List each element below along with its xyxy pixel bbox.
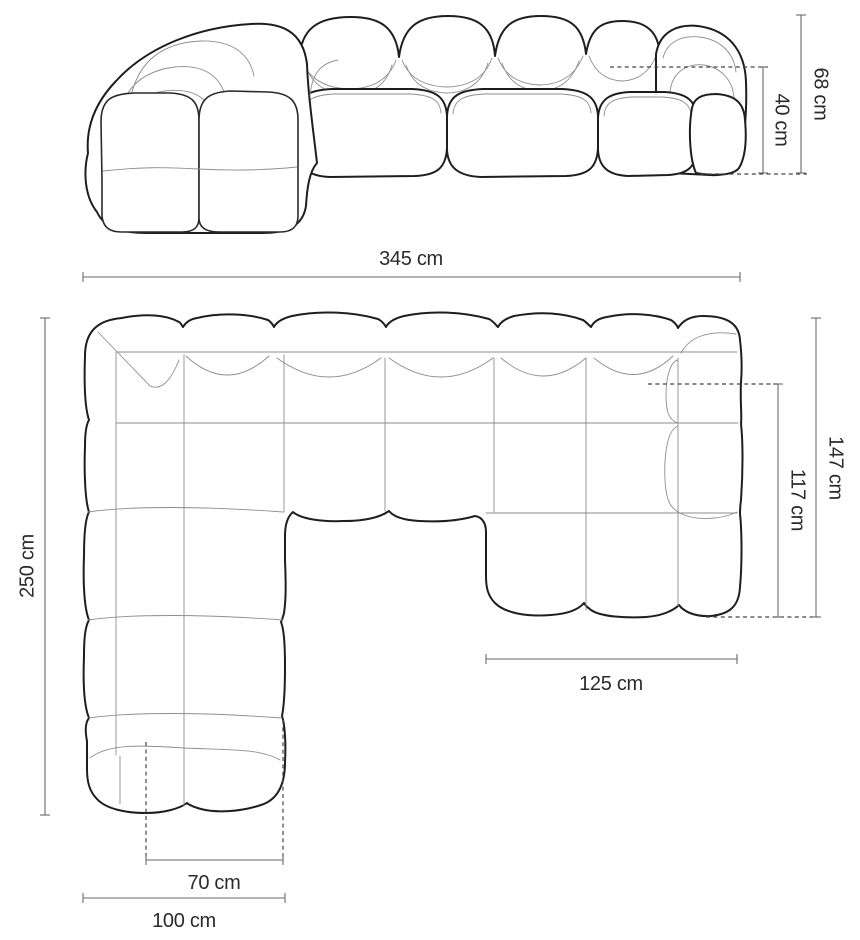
dimension-label: 68 cm: [809, 67, 832, 121]
plan-outline: [84, 312, 743, 813]
right-armrest-front-bubble: [690, 94, 746, 175]
seat-cushion-outline: [297, 89, 447, 177]
dimension-label: 147 cm: [824, 436, 847, 500]
plan-sofa-drawing: [84, 312, 743, 813]
dimension-total-height: [796, 15, 832, 173]
plan-view: [16, 312, 846, 932]
elevation-sofa-drawing: [85, 16, 746, 233]
dimension-label: 125 cm: [579, 673, 643, 695]
seat-cushion-outline: [447, 89, 598, 177]
dimension-chaise-depth-inner: [773, 384, 809, 617]
dimension-label: 70 cm: [187, 872, 241, 894]
dimension-chaise-width: [486, 654, 737, 695]
dimension-label: 345 cm: [379, 248, 443, 270]
dimension-total-depth: [16, 318, 50, 815]
corner-front-cushion: [199, 91, 298, 232]
seat-cushion-outline: [598, 92, 697, 176]
dimension-seat-width: [146, 855, 283, 894]
dimension-label: 100 cm: [152, 910, 216, 932]
dimension-chaise-depth-outer: [811, 318, 847, 617]
dimension-total-width: [83, 248, 740, 282]
dimension-label: 250 cm: [16, 534, 39, 598]
dimension-label: 117 cm: [786, 468, 809, 532]
dimension-label: 40 cm: [770, 93, 793, 147]
dimension-left-section-width: [83, 893, 285, 932]
elevation-view: [83, 15, 832, 282]
corner-front-cushion: [101, 93, 199, 232]
dimension-armrest-height: [758, 67, 793, 173]
